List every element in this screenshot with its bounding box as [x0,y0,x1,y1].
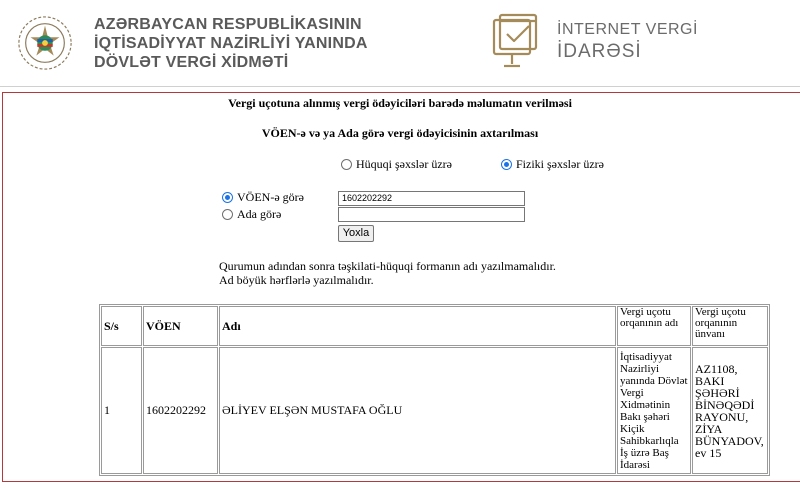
org-name-line3: DÖVLƏT VERGİ XİDMƏTİ [94,54,289,71]
cell-agency: İqtisadiyyat Nazirliyi yanında Dövlət Vergi Xidmətinin Bakı şəhəri Kiçik Sahibkarlıqla İş üzrə Baş İdarəsi [617,347,691,474]
search-by-name-radio[interactable] [222,209,233,220]
cell-voen: 1602202292 [143,347,218,474]
org-name-line1: AZƏRBAYCAN RESPUBLİKASININ [94,16,362,33]
legal-persons-label[interactable]: Hüquqi şəxslər üzrə [356,157,452,171]
search-notes [219,259,556,287]
cell-address: AZ1108, BAKI ŞƏHƏRİ BİNƏQƏDİ RAYONU, ZİYA BÜNYADOV, ev 15 [692,347,768,474]
cell-sn: 1 [101,347,142,474]
page-subtitle: VÖEN-ə və ya Ada görə vergi ödəyicisinin axtarılması [261,126,539,140]
search-by-voen-label[interactable]: VÖEN-ə görə [237,190,304,204]
org-name-line2: İQTİSADİYYAT NAZİRLİYİ YANINDA [94,35,368,52]
header-voen: VÖEN [143,306,218,346]
azerbaijan-emblem-icon [16,14,74,72]
cell-name: ƏLİYEV ELŞƏN MUSTAFA OĞLU [219,347,616,474]
note-line1: Qurumun adından sonra təşkilati-hüquqi formanın adı yazılmamalıdır. [219,259,556,273]
voen-input[interactable]: 1602202292 [338,191,525,206]
header-agency: Vergi uçotu orqanının adı [617,306,691,346]
header-sn: S/s [101,306,142,346]
organization-name [94,15,368,72]
search-by-name-label[interactable]: Ada görə [237,207,282,221]
table-header-row [101,306,768,346]
site-header [0,0,800,90]
name-input[interactable] [338,207,525,222]
tax-office-monitor-check-icon [490,12,546,74]
header-address: Vergi uçotu orqanının ünvanı [692,306,768,346]
internet-tax-office-title [557,21,698,63]
table-row [101,347,768,474]
ivi-title-line1: İNTERNET VERGİ [557,21,698,38]
check-button[interactable]: Yoxla [338,225,374,242]
search-by-voen-radio[interactable] [222,192,233,203]
ivi-title-line2: İDARƏSİ [557,41,642,62]
physical-persons-label[interactable]: Fiziki şəxslər üzrə [516,157,604,171]
physical-persons-radio[interactable] [501,159,512,170]
legal-persons-radio[interactable] [341,159,352,170]
header-divider [0,86,800,87]
page-title: Vergi uçotuna alınmış vergi ödəyiciləri barədə məlumatın verilməsi [228,96,572,110]
header-name: Adı [219,306,616,346]
results-table [99,304,770,476]
note-line2: Ad böyük hərflərlə yazılmalıdır. [219,273,374,287]
